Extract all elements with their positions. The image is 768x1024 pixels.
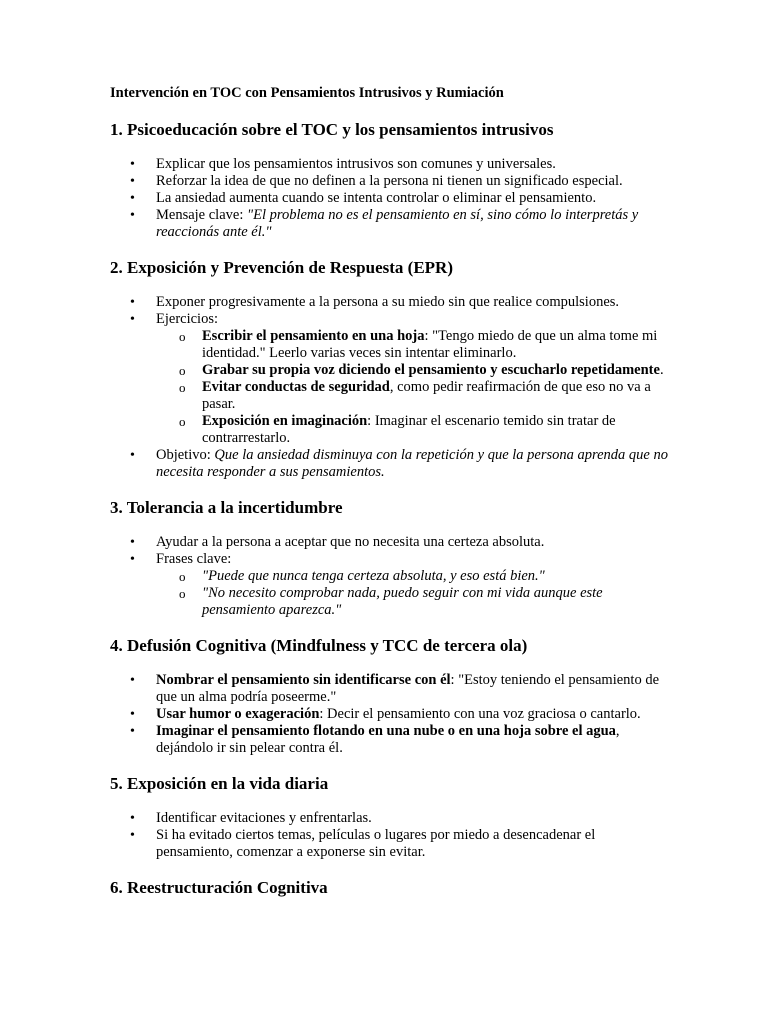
list-item: [110, 294, 668, 311]
list-item: [110, 810, 668, 827]
item-text: La ansiedad aumenta cuando se intenta controlar o eliminar el pensamiento.: [156, 190, 597, 206]
item-text: : "Tengo miedo de que un alma tome mi identidad." Leerlo varias veces sin intentar eliminarlo.: [202, 328, 658, 361]
item-emphasis: Exposición en imaginación: [202, 413, 368, 429]
list-item: [110, 190, 668, 207]
document-title: Intervención en TOC con Pensamientos Intrusivos y Rumiación: [110, 85, 504, 101]
list-item: [110, 156, 668, 173]
item-text: : "Estoy teniendo el pensamiento de que un alma podría poseerme.": [156, 672, 660, 705]
bullet-list: [110, 810, 668, 861]
bullet-list: [110, 534, 668, 619]
item-quote: "No necesito comprobar nada, puedo seguir con mi vida aunque este pensamiento aparezca.": [202, 585, 603, 618]
item-text: : Decir el pensamiento con una voz graciosa o cantarlo.: [319, 706, 641, 722]
list-item: [110, 534, 668, 551]
list-item: [110, 173, 668, 190]
list-item: [110, 447, 668, 481]
sub-list-item: [156, 328, 668, 362]
section-heading: 3. Tolerancia a la incertidumbre: [110, 498, 343, 517]
sub-list-item: [156, 379, 668, 413]
bullet-list: [110, 294, 668, 481]
section-heading: 1. Psicoeducación sobre el TOC y los pensamientos intrusivos: [110, 120, 554, 139]
list-item: [110, 207, 668, 241]
bullet-list: [110, 672, 668, 757]
item-text: : Imaginar el escenario temido sin tratar de contrarrestarlo.: [202, 413, 616, 446]
item-quote: "Puede que nunca tenga certeza absoluta, y eso está bien.": [202, 568, 545, 584]
list-item: [110, 311, 668, 447]
item-text: Frases clave:: [156, 551, 232, 567]
item-text: Ayudar a la persona a aceptar que no necesita una certeza absoluta.: [156, 534, 545, 550]
section-heading: 6. Reestructuración Cognitiva: [110, 878, 328, 897]
bullet-list: [110, 156, 668, 241]
list-item: [110, 551, 668, 619]
item-text: , como pedir reafirmación de que eso no va a pasar.: [202, 379, 651, 412]
item-text: Explicar que los pensamientos intrusivos son comunes y universales.: [156, 156, 556, 172]
sub-list-item: [156, 568, 668, 585]
item-text: Reforzar la idea de que no definen a la persona ni tienen un significado especial.: [156, 173, 623, 189]
item-emphasis: Escribir el pensamiento en una hoja: [202, 328, 425, 344]
item-quote: Que la ansiedad disminuya con la repetición y que la persona aprenda que no necesita responder a sus pensamientos.: [156, 447, 668, 480]
item-emphasis: Grabar su propia voz diciendo el pensamiento y escucharlo repetidamente: [202, 362, 660, 378]
item-label: Objetivo:: [156, 447, 215, 463]
list-item: [110, 723, 668, 757]
section-heading: 4. Defusión Cognitiva (Mindfulness y TCC de tercera ola): [110, 636, 528, 655]
item-label: Mensaje clave:: [156, 207, 247, 223]
item-emphasis: Imaginar el pensamiento flotando en una nube o en una hoja sobre el agua: [156, 723, 616, 739]
item-text: , dejándolo ir sin pelear contra él.: [156, 723, 620, 756]
sub-list-item: [156, 413, 668, 447]
sub-list: [156, 328, 668, 447]
sub-list-item: [156, 362, 668, 379]
list-item: [110, 827, 668, 861]
item-text: .: [659, 362, 664, 378]
item-text: Si ha evitado ciertos temas, películas o lugares por miedo a desencadenar el pensamiento, comenzar a exponerse sin evitar.: [156, 827, 596, 860]
sub-list: [156, 568, 668, 619]
item-quote: "El problema no es el pensamiento en sí, sino cómo lo interpretás y reaccionás ante él.": [156, 207, 639, 240]
item-text: Ejercicios:: [156, 311, 219, 327]
sub-list-item: [156, 585, 668, 619]
section-heading: 2. Exposición y Prevención de Respuesta (EPR): [110, 258, 453, 277]
list-item: [110, 672, 668, 706]
document-body: [110, 119, 668, 898]
item-emphasis: Nombrar el pensamiento sin identificarse con él: [156, 672, 451, 688]
list-item: [110, 706, 668, 723]
item-emphasis: Usar humor o exageración: [156, 706, 320, 722]
item-text: Exponer progresivamente a la persona a su miedo sin que realice compulsiones.: [156, 294, 620, 310]
item-text: Identificar evitaciones y enfrentarlas.: [156, 810, 372, 826]
section-heading: 5. Exposición en la vida diaria: [110, 774, 329, 793]
item-emphasis: Evitar conductas de seguridad: [202, 379, 390, 395]
